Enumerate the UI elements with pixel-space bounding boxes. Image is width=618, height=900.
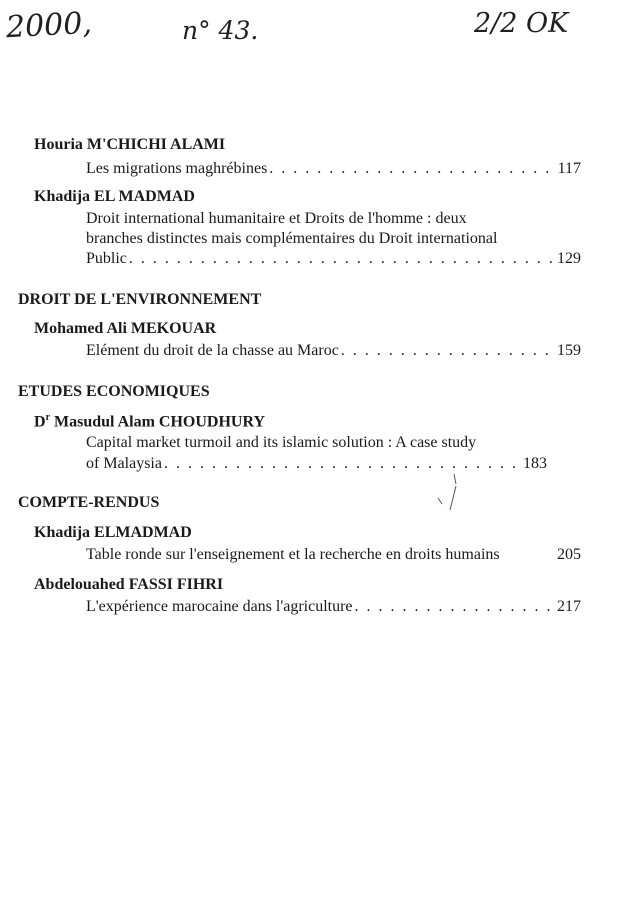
section-heading: DROIT DE L'ENVIRONNEMENT [18, 291, 262, 308]
toc-entry-title: L'expérience marocaine dans l'agriculture [86, 598, 353, 615]
toc-entry-title-line: branches distinctes mais complémentaires du Droit international [86, 230, 498, 247]
toc-entry-title: Table ronde sur l'enseignement et la recherche en droits humains [86, 546, 500, 563]
toc-author: Khadija ELMADMAD [34, 524, 192, 541]
toc-author: Mohamed Ali MEKOUAR [34, 320, 217, 337]
toc-author-prefix-superscript: r [45, 412, 51, 423]
toc-page-number: 205 [557, 546, 581, 563]
toc-author: Houria M'CHICHI ALAMI [34, 136, 226, 153]
handwritten-status-note: 2/2 OK [474, 8, 569, 39]
section-heading: COMPTE-RENDUS [18, 494, 160, 511]
toc-author-name: Masudul Alam CHOUDHURY [54, 413, 266, 431]
toc-entry-title: Public [86, 250, 127, 267]
dot-leader [164, 455, 519, 473]
toc-entry [86, 160, 581, 178]
toc-entry-title: Elément du droit de la chasse au Maroc [86, 342, 339, 359]
section-heading: ETUDES ECONOMIQUES [18, 383, 210, 400]
toc-entry-title-line: Capital market turmoil and its islamic solution : A case study [86, 434, 477, 451]
toc-entry [86, 250, 581, 268]
toc-page-number: 117 [557, 160, 581, 177]
toc-entry [86, 342, 581, 360]
toc-page-number: 129 [557, 250, 581, 267]
toc-author [34, 412, 265, 431]
toc-author-prefix: D [34, 413, 46, 431]
toc-entry [86, 546, 581, 564]
toc-entry-title: Les migrations maghrébines [86, 160, 268, 177]
toc-author: Abdelouahed FASSI FIHRI [34, 576, 224, 593]
dot-leader [129, 250, 553, 268]
dot-leader [341, 342, 553, 360]
toc-entry-title: of Malaysia [86, 455, 162, 472]
dot-leader [355, 598, 553, 616]
toc-entry-title-line: Droit international humanitaire et Droits de l'homme : deux [86, 210, 467, 227]
pencil-mark [432, 470, 462, 520]
dot-leader [269, 160, 553, 178]
toc-page-number: 183 [523, 455, 547, 472]
toc-entry [86, 455, 547, 473]
toc-author: Khadija EL MADMAD [34, 188, 195, 205]
toc-page-number: 217 [557, 598, 581, 615]
handwritten-year-note: 2000, [5, 5, 93, 46]
toc-page-number: 159 [557, 342, 581, 359]
handwritten-issue-number-note: n° 43. [182, 16, 259, 45]
toc-entry [86, 598, 581, 616]
